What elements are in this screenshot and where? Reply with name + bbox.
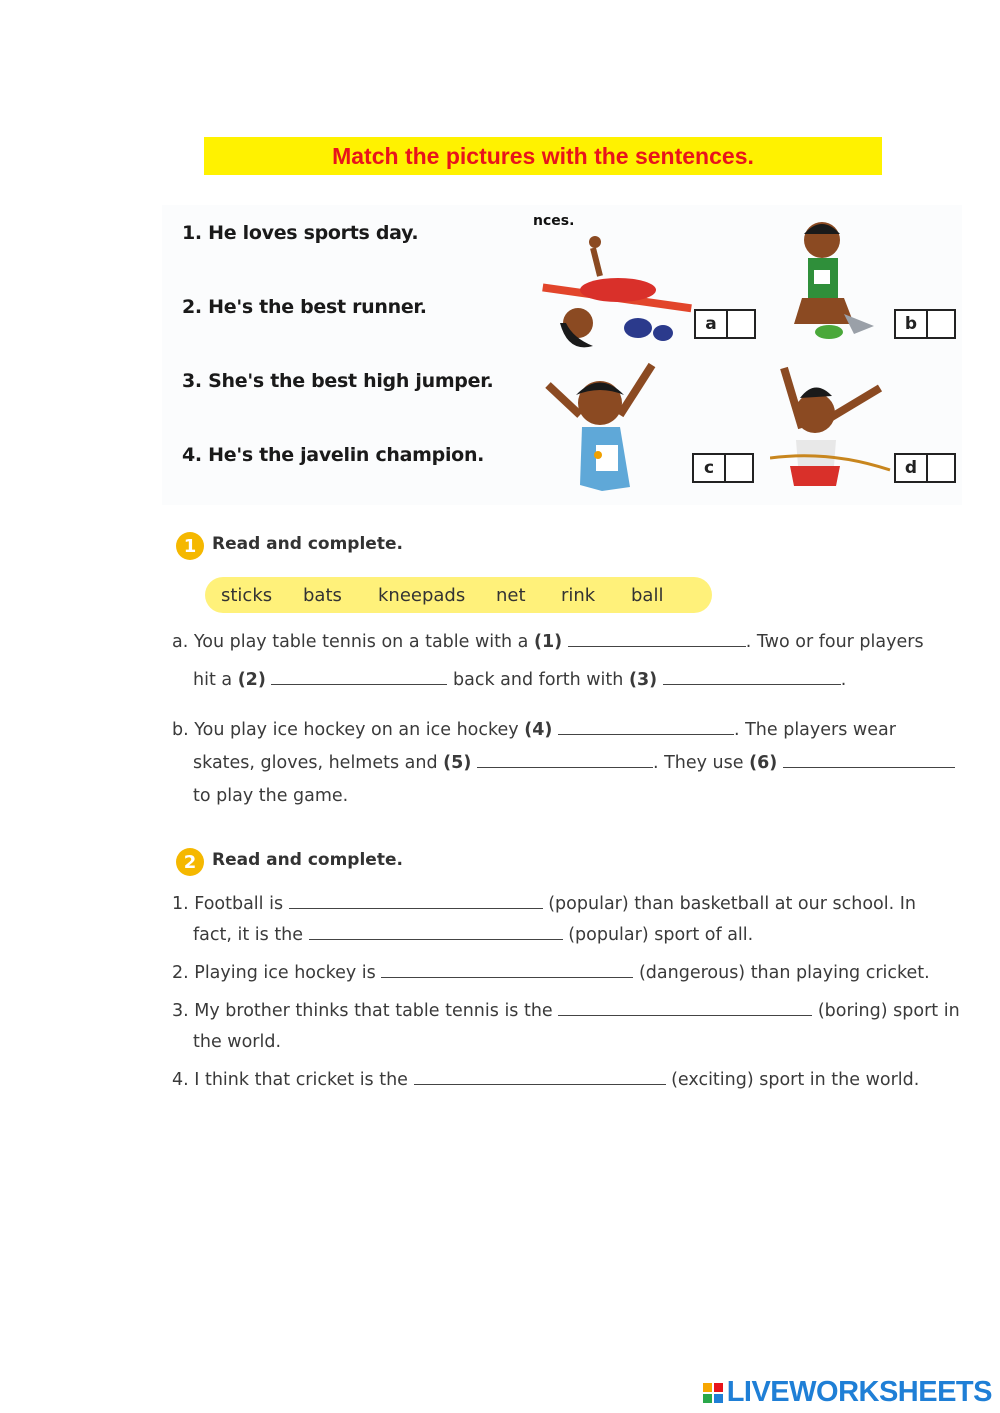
ex2-item-3-line-2: the world.	[193, 1032, 282, 1052]
answer-box-d-letter: d	[896, 455, 928, 481]
title-text: Match the pictures with the sentences.	[332, 142, 754, 169]
ex1-b-line-2	[193, 753, 955, 773]
ex2-item-1-line-2	[193, 925, 753, 945]
answer-box-c[interactable]	[692, 453, 754, 483]
ex2-text: 2. Playing ice hockey is	[172, 963, 376, 983]
exercise-2-heading: Read and complete.	[212, 850, 403, 870]
word-bank-item: kneepads	[378, 584, 466, 606]
ex1-b-text: You play ice hockey on an ice hockey	[194, 720, 519, 740]
ex2-text: 3. My brother thinks that table tennis is the	[172, 1001, 553, 1021]
ex2-blank-2-input[interactable]	[309, 938, 563, 940]
finishing-runner-picture	[770, 358, 900, 493]
logo-text: LIVEWORKSHEETS	[726, 1376, 992, 1408]
ex1-a-text: back and forth with	[453, 670, 624, 690]
ex2-text: fact, it is the	[193, 925, 304, 945]
ex1-a-line-2	[193, 670, 846, 690]
ex2-text: 1. Football is	[172, 894, 284, 914]
ex2-blank-5-input[interactable]	[414, 1083, 666, 1085]
nces-fragment: nces.	[533, 213, 575, 229]
blank-number-6: (6)	[749, 753, 778, 773]
high-jumper-picture	[538, 228, 698, 358]
ex1-b-text: . The players wear	[733, 720, 896, 740]
ex1-b-line-3: to play the game.	[193, 786, 349, 806]
ex1-b-text: . They use	[652, 753, 744, 773]
word-bank	[205, 577, 712, 613]
answer-box-c-letter: c	[694, 455, 726, 481]
answer-box-c-input[interactable]	[726, 455, 752, 481]
exercise-1-number-badge: 1	[176, 532, 204, 560]
blank-number-2: (2)	[237, 670, 266, 690]
exercise-1-heading: Read and complete.	[212, 534, 403, 554]
sentence-1: 1. He loves sports day.	[182, 222, 419, 244]
blank-number-1: (1)	[533, 632, 563, 652]
blank-number-4: (4)	[524, 720, 553, 740]
sentence-4: 4. He's the javelin champion.	[182, 444, 485, 466]
word-bank-item: bats	[303, 584, 342, 606]
word-bank-item: sticks	[221, 584, 273, 606]
blank-2-input[interactable]	[271, 683, 447, 685]
word-bank-item: ball	[631, 584, 664, 606]
ex1-a-text: .	[840, 670, 847, 690]
ex1-b-line-1	[172, 720, 896, 740]
answer-box-a-input[interactable]	[728, 311, 754, 337]
answer-box-d-input[interactable]	[928, 455, 954, 481]
ex2-item-1-line-1	[172, 894, 916, 914]
ex1-a-prefix: a.	[172, 632, 189, 652]
ex2-blank-3-input[interactable]	[381, 976, 633, 978]
ex2-item-2	[172, 963, 930, 983]
cheering-girl-picture	[540, 355, 670, 495]
blank-3-input[interactable]	[663, 683, 841, 685]
answer-box-d[interactable]	[894, 453, 956, 483]
exercise-2-number-badge: 2	[176, 848, 204, 876]
ex2-blank-1-input[interactable]	[289, 907, 543, 909]
ex2-text: 4. I think that cricket is the	[172, 1070, 408, 1090]
title-banner	[204, 137, 882, 175]
sentence-2: 2. He's the best runner.	[182, 296, 427, 318]
liveworksheets-logo	[703, 1376, 992, 1409]
word-bank-item: net	[496, 584, 526, 606]
blank-number-5: (5)	[443, 753, 472, 773]
blank-5-input[interactable]	[477, 766, 653, 768]
blank-6-input[interactable]	[783, 766, 955, 768]
ex1-a-line-1	[172, 632, 924, 652]
ex1-b-prefix: b.	[172, 720, 189, 740]
sentence-3: 3. She's the best high jumper.	[182, 370, 494, 392]
blank-number-3: (3)	[628, 670, 658, 690]
ex1-a-text: You play table tennis on a table with a	[193, 632, 529, 652]
ex2-blank-4-input[interactable]	[558, 1014, 812, 1016]
ex2-item-3-line-1	[172, 1001, 960, 1021]
word-bank-item: rink	[561, 584, 596, 606]
answer-box-b-input[interactable]	[928, 311, 954, 337]
ex1-a-text: . Two or four players	[745, 632, 924, 652]
ex1-a-text: hit a	[193, 670, 233, 690]
blank-4-input[interactable]	[558, 733, 734, 735]
ex2-text: (boring) sport in	[817, 1001, 960, 1021]
answer-box-b[interactable]	[894, 309, 956, 339]
runner-picture	[784, 214, 884, 354]
answer-box-a-letter: a	[696, 311, 728, 337]
ex2-text: (popular) sport of all.	[568, 925, 754, 945]
ex2-text: (dangerous) than playing cricket.	[638, 963, 930, 983]
answer-box-a[interactable]	[694, 309, 756, 339]
blank-1-input[interactable]	[568, 645, 746, 647]
ex1-b-text: skates, gloves, helmets and	[193, 753, 438, 773]
ex2-item-4	[172, 1070, 919, 1090]
answer-box-b-letter: b	[896, 311, 928, 337]
logo-icon	[703, 1383, 723, 1403]
ex2-text: (popular) than basketball at our school. In	[548, 894, 916, 914]
ex2-text: (exciting) sport in the world.	[671, 1070, 920, 1090]
